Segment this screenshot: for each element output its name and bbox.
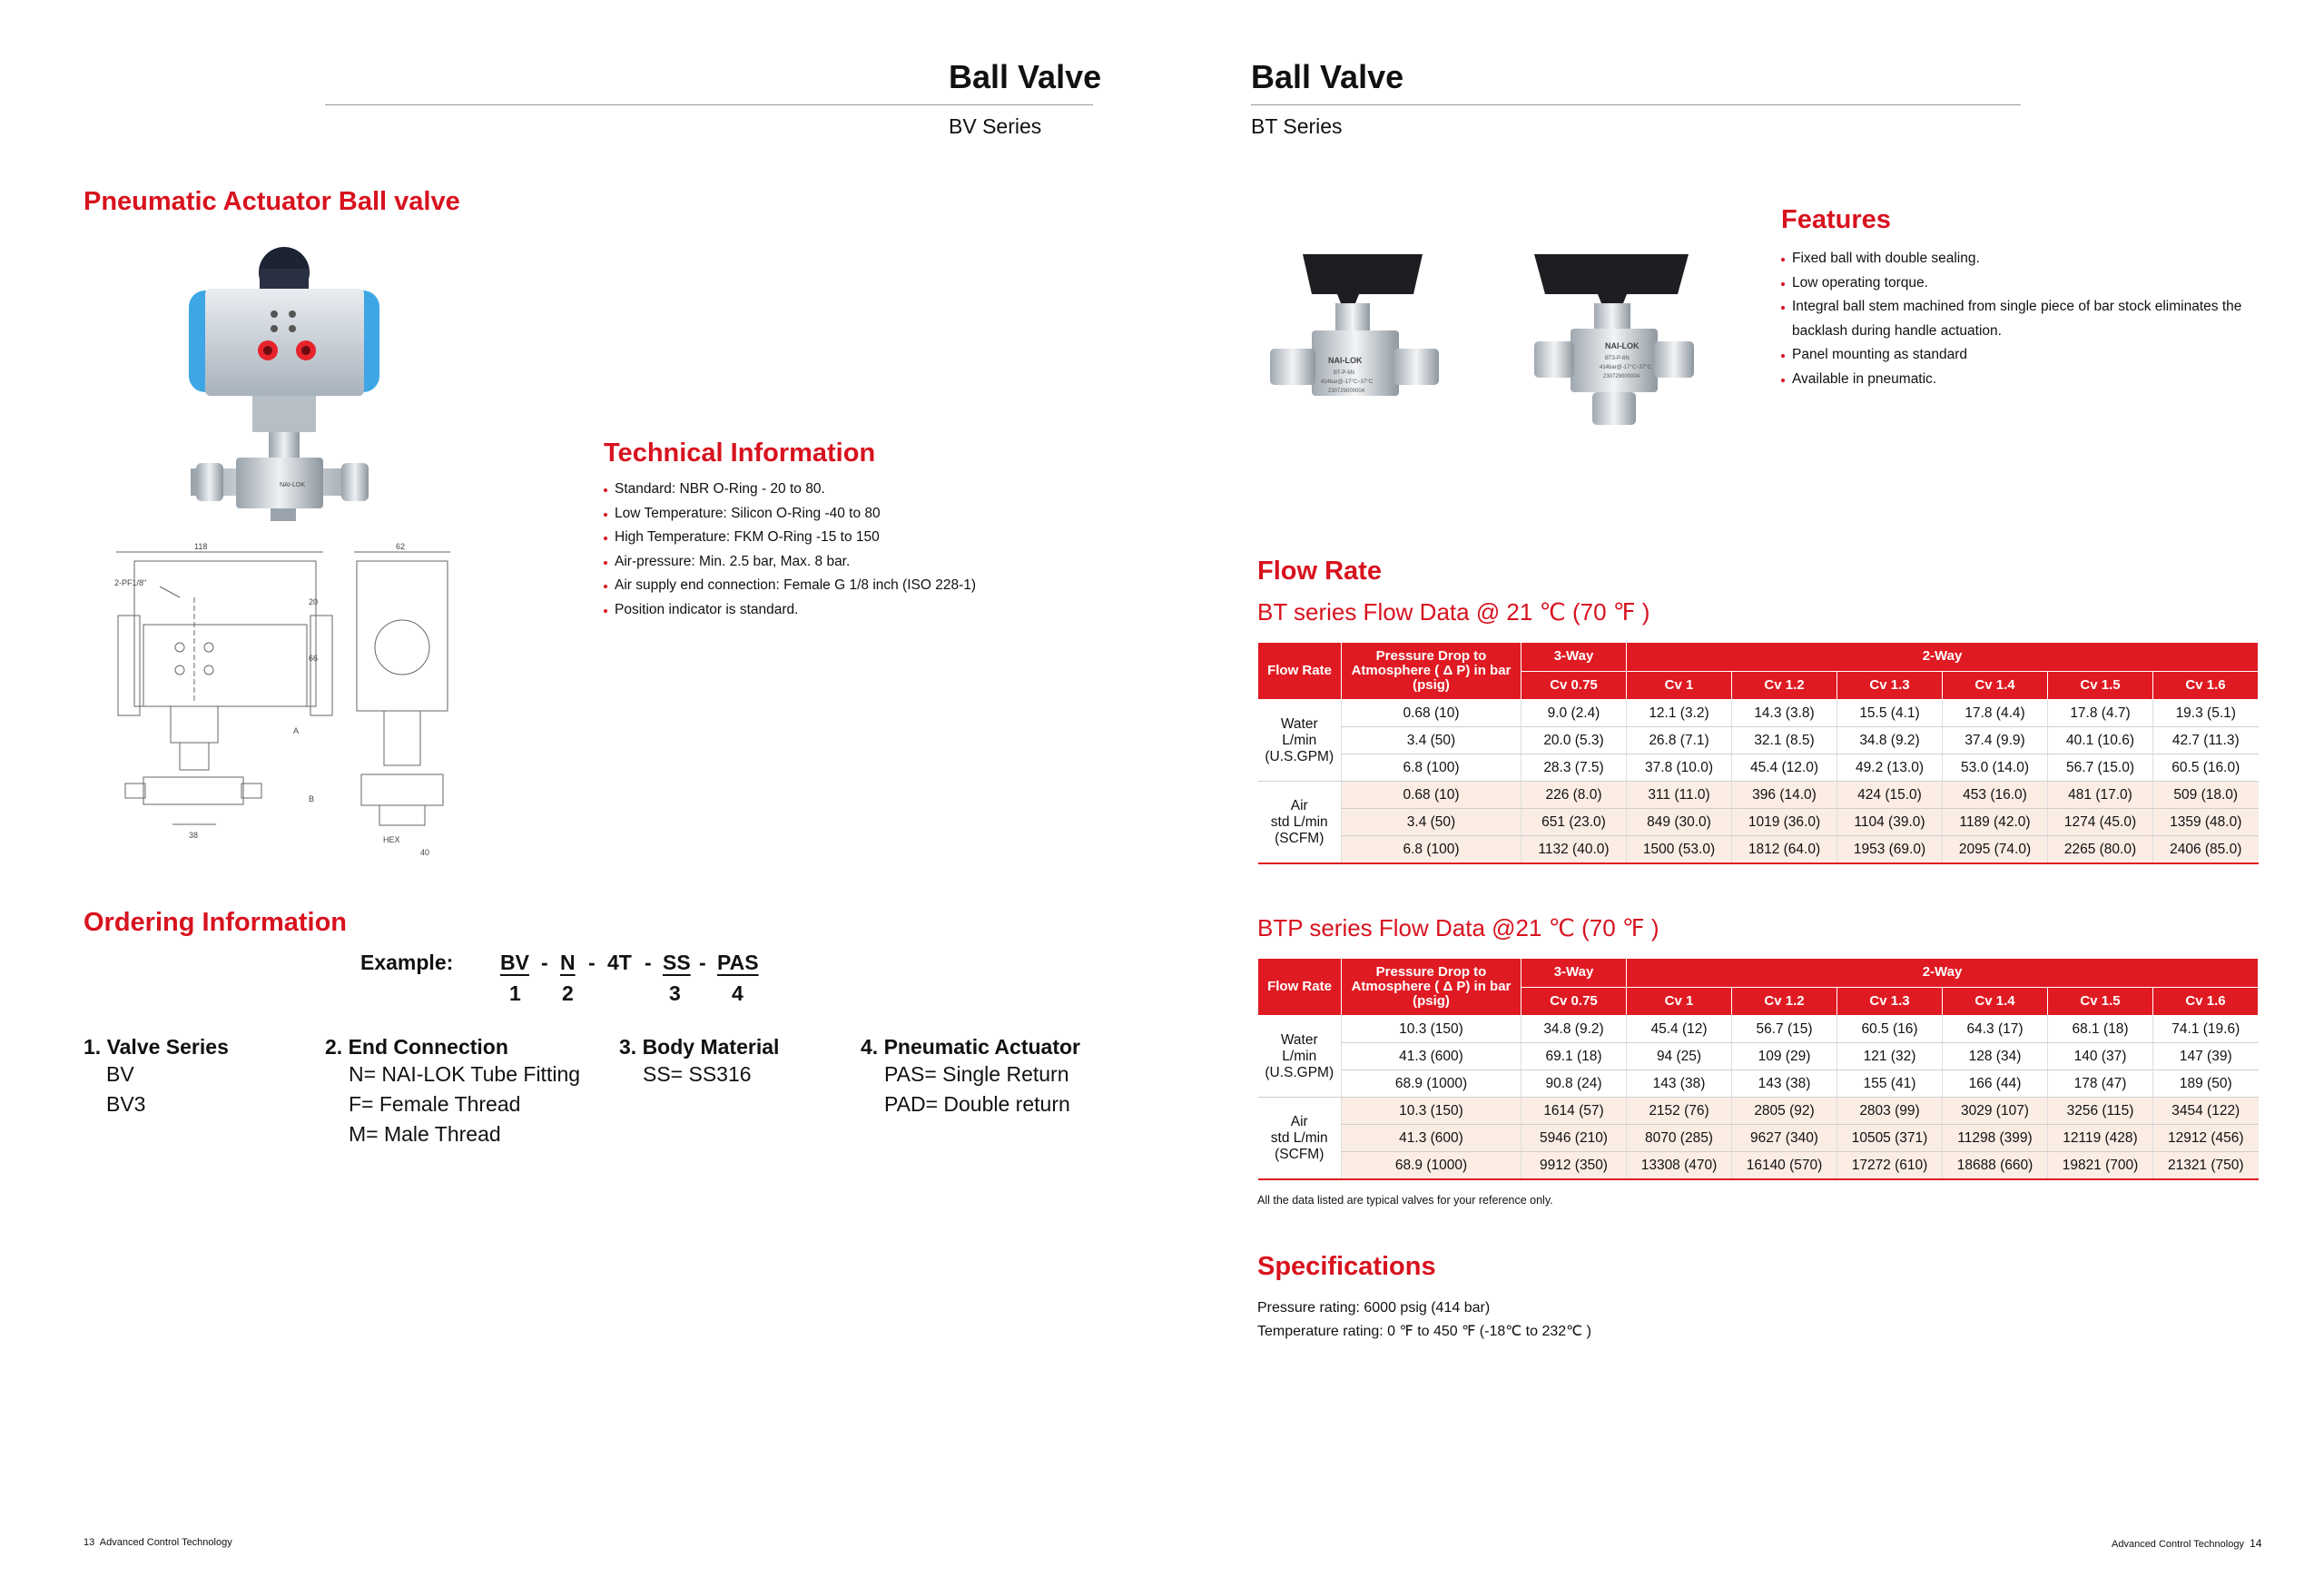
actuator-brand-mark: NAI-LOK (280, 482, 306, 488)
flow-value-cell: 147 (39) (2153, 1043, 2259, 1070)
order-item: BV3 (106, 1092, 146, 1116)
feature-item: Fixed ball with double sealing. (1781, 247, 2271, 271)
header-cv: Cv 1.2 (1732, 987, 1837, 1016)
header-three-way: 3-Way (1521, 959, 1627, 988)
pressure-cell: 6.8 (100) (1342, 836, 1521, 864)
flow-value-cell: 166 (44) (1943, 1070, 2048, 1098)
product-mark-line: BT-P-6N (1334, 370, 1355, 376)
header-cv: Cv 1 (1627, 987, 1732, 1016)
header-cv: Cv 0.75 (1521, 987, 1627, 1016)
flow-value-cell: 15.5 (4.1) (1837, 700, 1943, 727)
left-page-title: Ball Valve (949, 58, 1102, 95)
flow-value-cell: 14.3 (3.8) (1732, 700, 1837, 727)
flow-value-cell: 2805 (92) (1732, 1098, 1837, 1125)
flow-rate-title: Flow Rate (1257, 557, 1382, 586)
header-cv: Cv 1.6 (2153, 987, 2259, 1016)
flow-value-cell: 40.1 (10.6) (2048, 727, 2153, 754)
pressure-cell: 68.9 (1000) (1342, 1152, 1521, 1180)
code-number: 4 (732, 981, 743, 1005)
specifications-list (1257, 1296, 1591, 1344)
bt-two-way-valve-photo (1257, 247, 1448, 410)
flow-value-cell: 21321 (750) (2153, 1152, 2259, 1180)
technical-item: Standard: NBR O-Ring - 20 to 80. (604, 478, 1148, 502)
ordering-info-title: Ordering Information (84, 908, 347, 937)
table-row (1258, 782, 2259, 809)
features-title: Features (1781, 205, 1891, 234)
flow-value-cell: 2152 (76) (1627, 1098, 1732, 1125)
header-cv: Cv 1.5 (2048, 671, 2153, 700)
dim-b: B (309, 794, 315, 803)
table-row (1258, 1043, 2259, 1070)
order-col-body-material (619, 1035, 779, 1089)
feature-item: Panel mounting as standard (1781, 343, 2271, 368)
pressure-cell: 0.68 (10) (1342, 700, 1521, 727)
flow-value-cell: 17.8 (4.4) (1943, 700, 2048, 727)
specifications-title: Specifications (1257, 1252, 1436, 1281)
dim-62: 62 (396, 543, 406, 551)
left-header-rule (325, 104, 1093, 105)
dim-40: 40 (420, 848, 430, 856)
flow-value-cell: 1500 (53.0) (1627, 836, 1732, 864)
dim-a: A (293, 726, 300, 735)
flow-value-cell: 140 (37) (2048, 1043, 2153, 1070)
flow-value-cell: 13308 (470) (1627, 1152, 1732, 1180)
header-cv: Cv 1.3 (1837, 671, 1943, 700)
order-item: M= Male Thread (349, 1122, 501, 1146)
btp-flow-table-title: BTP series Flow Data @21 ℃ (70 ℉ ) (1257, 914, 1659, 941)
header-cv: Cv 1 (1627, 671, 1732, 700)
row-group-label: Air std L/min (SCFM) (1258, 782, 1342, 864)
table-row (1258, 1016, 2259, 1043)
flow-value-cell: 143 (38) (1732, 1070, 1837, 1098)
order-item: PAS= Single Return (884, 1062, 1069, 1086)
flow-value-cell: 1953 (69.0) (1837, 836, 1943, 864)
flow-value-cell: 9.0 (2.4) (1521, 700, 1627, 727)
flow-value-cell: 651 (23.0) (1521, 809, 1627, 836)
flow-value-cell: 3454 (122) (2153, 1098, 2259, 1125)
code-sep: - (699, 951, 706, 974)
flow-value-cell: 69.1 (18) (1521, 1043, 1627, 1070)
flow-value-cell: 424 (15.0) (1837, 782, 1943, 809)
code-number: 3 (669, 981, 681, 1005)
header-cv: Cv 1.3 (1837, 987, 1943, 1016)
product-mark-line: NAI-LOK (1328, 356, 1363, 365)
flow-value-cell: 94 (25) (1627, 1043, 1732, 1070)
flow-value-cell: 42.7 (11.3) (2153, 727, 2259, 754)
flow-value-cell: 1359 (48.0) (2153, 809, 2259, 836)
table-row (1258, 1070, 2259, 1098)
flow-value-cell: 849 (30.0) (1627, 809, 1732, 836)
flow-value-cell: 53.0 (14.0) (1943, 754, 2048, 782)
row-group-label: Water L/min (U.S.GPM) (1258, 700, 1342, 782)
flow-value-cell: 128 (34) (1943, 1043, 2048, 1070)
code-size: 4T (607, 951, 632, 974)
dim-66: 66 (309, 654, 319, 663)
header-cv: Cv 1.2 (1732, 671, 1837, 700)
header-cv: Cv 1.4 (1943, 987, 2048, 1016)
flow-value-cell: 453 (16.0) (1943, 782, 2048, 809)
flow-value-cell: 143 (38) (1627, 1070, 1732, 1098)
flow-value-cell: 1104 (39.0) (1837, 809, 1943, 836)
header-two-way: 2-Way (1627, 643, 2259, 672)
dim-port: 2-PF1/8" (114, 578, 147, 587)
right-footer (2112, 1537, 2261, 1550)
technical-info-list (604, 478, 1148, 622)
pressure-cell: 41.3 (600) (1342, 1043, 1521, 1070)
flow-value-cell: 17.8 (4.7) (2048, 700, 2153, 727)
page-number: 14 (2250, 1537, 2262, 1550)
flow-value-cell: 19.3 (5.1) (2153, 700, 2259, 727)
flow-value-cell: 2095 (74.0) (1943, 836, 2048, 864)
dim-118: 118 (194, 543, 208, 551)
flow-value-cell: 3029 (107) (1943, 1098, 2048, 1125)
flow-value-cell: 9912 (350) (1521, 1152, 1627, 1180)
header-flow-rate: Flow Rate (1258, 643, 1342, 700)
example-label: Example: (360, 951, 454, 974)
features-list (1781, 247, 2271, 391)
bt-three-way-valve-photo (1527, 247, 1699, 429)
feature-item: Low operating torque. (1781, 271, 2271, 296)
flow-value-cell: 509 (18.0) (2153, 782, 2259, 809)
flow-value-cell: 28.3 (7.5) (1521, 754, 1627, 782)
flow-value-cell: 8070 (285) (1627, 1125, 1732, 1152)
flow-value-cell: 12.1 (3.2) (1627, 700, 1732, 727)
header-pressure-drop: Pressure Drop to Atmosphere ( Δ P) in bar (psig) (1342, 959, 1521, 1016)
order-col-valve-series (84, 1035, 229, 1119)
flow-value-cell: 26.8 (7.1) (1627, 727, 1732, 754)
flow-value-cell: 45.4 (12) (1627, 1016, 1732, 1043)
order-col-head: 2. End Connection (325, 1035, 508, 1059)
section-title-pneumatic: Pneumatic Actuator Ball valve (84, 187, 460, 216)
flow-data-table (1257, 958, 2259, 1180)
data-note: All the data listed are typical valves for your reference only. (1257, 1194, 1553, 1207)
code-sep: - (588, 951, 596, 974)
page-number: 13 (84, 1537, 95, 1548)
header-flow-rate: Flow Rate (1258, 959, 1342, 1016)
order-item: F= Female Thread (349, 1092, 521, 1116)
row-group-label: Water L/min (U.S.GPM) (1258, 1016, 1342, 1098)
flow-value-cell: 90.8 (24) (1521, 1070, 1627, 1098)
product-mark-line: 230729000004 (1328, 389, 1365, 394)
flow-value-cell: 19821 (700) (2048, 1152, 2153, 1180)
flow-value-cell: 226 (8.0) (1521, 782, 1627, 809)
flow-value-cell: 56.7 (15) (1732, 1016, 1837, 1043)
table-row (1258, 1125, 2259, 1152)
flow-value-cell: 1812 (64.0) (1732, 836, 1837, 864)
flow-value-cell: 1274 (45.0) (2048, 809, 2153, 836)
code-number: 1 (509, 981, 521, 1005)
pressure-cell: 3.4 (50) (1342, 727, 1521, 754)
flow-value-cell: 189 (50) (2153, 1070, 2259, 1098)
table-row (1258, 836, 2259, 864)
flow-value-cell: 1189 (42.0) (1943, 809, 2048, 836)
order-item: SS= SS316 (643, 1062, 752, 1086)
pressure-cell: 41.3 (600) (1342, 1125, 1521, 1152)
flow-value-cell: 178 (47) (2048, 1070, 2153, 1098)
code-valve-series: BV (500, 951, 529, 974)
code-sep: - (541, 951, 548, 974)
technical-item: Air supply end connection: Female G 1/8 inch (ISO 228-1) (604, 574, 1148, 598)
flow-data-table (1257, 642, 2259, 864)
order-col-pneumatic-actuator (861, 1035, 1080, 1119)
flow-value-cell: 34.8 (9.2) (1837, 727, 1943, 754)
order-item: N= NAI-LOK Tube Fitting (349, 1062, 581, 1086)
code-actuator: PAS (717, 951, 759, 974)
right-header-rule (1251, 104, 2021, 105)
footer-company: Advanced Control Technology (99, 1537, 232, 1548)
spec-item: Temperature rating: 0 ℉ to 450 ℉ (-18℃ to 232℃ ) (1257, 1324, 1591, 1339)
flow-value-cell: 5946 (210) (1521, 1125, 1627, 1152)
bt-flow-table-title: BT series Flow Data @ 21 ℃ (70 ℉ ) (1257, 598, 1650, 626)
header-cv: Cv 1.6 (2153, 671, 2259, 700)
dim-38: 38 (189, 831, 199, 840)
product-mark-line: 414bar@-17°C~37°C (1321, 379, 1374, 385)
order-col-end-connection (325, 1035, 580, 1149)
table-row (1258, 1152, 2259, 1180)
order-col-head: 1. Valve Series (84, 1035, 229, 1059)
flow-value-cell: 45.4 (12.0) (1732, 754, 1837, 782)
flow-value-cell: 10505 (371) (1837, 1125, 1943, 1152)
pressure-cell: 0.68 (10) (1342, 782, 1521, 809)
header-cv: Cv 0.75 (1521, 671, 1627, 700)
product-mark-line: NAI-LOK (1605, 341, 1640, 350)
flow-value-cell: 49.2 (13.0) (1837, 754, 1943, 782)
flow-value-cell: 32.1 (8.5) (1732, 727, 1837, 754)
technical-info-title: Technical Information (604, 439, 876, 468)
flow-value-cell: 56.7 (15.0) (2048, 754, 2153, 782)
right-series-label: BT Series (1251, 114, 1343, 138)
product-mark-line: 414bar@-17°C~37°C (1600, 365, 1652, 370)
flow-value-cell: 1132 (40.0) (1521, 836, 1627, 864)
flow-value-cell: 74.1 (19.6) (2153, 1016, 2259, 1043)
flow-value-cell: 12119 (428) (2048, 1125, 2153, 1152)
pressure-cell: 6.8 (100) (1342, 754, 1521, 782)
flow-value-cell: 68.1 (18) (2048, 1016, 2153, 1043)
flow-value-cell: 37.4 (9.9) (1943, 727, 2048, 754)
flow-value-cell: 64.3 (17) (1943, 1016, 2048, 1043)
technical-item: Position indicator is standard. (604, 598, 1148, 623)
footer-company: Advanced Control Technology (2112, 1539, 2244, 1550)
bt-flow-table-wrap (1257, 642, 2259, 864)
header-two-way: 2-Way (1627, 959, 2259, 988)
code-body-material: SS (663, 951, 691, 974)
actuator-ball-valve-photo (182, 243, 390, 525)
table-row (1258, 1098, 2259, 1125)
order-item: BV (106, 1062, 134, 1086)
flow-value-cell: 396 (14.0) (1732, 782, 1837, 809)
technical-item: Air-pressure: Min. 2.5 bar, Max. 8 bar. (604, 550, 1148, 575)
header-cv: Cv 1.5 (2048, 987, 2153, 1016)
dim-hex: HEX (383, 835, 400, 844)
flow-value-cell: 1614 (57) (1521, 1098, 1627, 1125)
right-page-title: Ball Valve (1251, 58, 1404, 95)
flow-value-cell: 11298 (399) (1943, 1125, 2048, 1152)
flow-value-cell: 34.8 (9.2) (1521, 1016, 1627, 1043)
flow-value-cell: 20.0 (5.3) (1521, 727, 1627, 754)
table-row (1258, 754, 2259, 782)
flow-value-cell: 17272 (610) (1837, 1152, 1943, 1180)
flow-value-cell: 109 (29) (1732, 1043, 1837, 1070)
flow-value-cell: 311 (11.0) (1627, 782, 1732, 809)
pressure-cell: 10.3 (150) (1342, 1098, 1521, 1125)
flow-value-cell: 18688 (660) (1943, 1152, 2048, 1180)
order-col-head: 3. Body Material (619, 1035, 780, 1059)
dim-20: 20 (309, 597, 319, 606)
table-row (1258, 700, 2259, 727)
left-series-label: BV Series (949, 114, 1042, 138)
code-end-connection: N (560, 951, 576, 974)
table-row (1258, 727, 2259, 754)
technical-item: High Temperature: FKM O-Ring -15 to 150 (604, 526, 1148, 550)
pressure-cell: 68.9 (1000) (1342, 1070, 1521, 1098)
row-group-label: Air std L/min (SCFM) (1258, 1098, 1342, 1180)
pressure-cell: 10.3 (150) (1342, 1016, 1521, 1043)
flow-value-cell: 3256 (115) (2048, 1098, 2153, 1125)
flow-value-cell: 481 (17.0) (2048, 782, 2153, 809)
flow-value-cell: 60.5 (16) (1837, 1016, 1943, 1043)
feature-item: Available in pneumatic. (1781, 368, 2271, 392)
technical-item: Low Temperature: Silicon O-Ring -40 to 80 (604, 502, 1148, 527)
header-three-way: 3-Way (1521, 643, 1627, 672)
flow-value-cell: 9627 (340) (1732, 1125, 1837, 1152)
pressure-cell: 3.4 (50) (1342, 809, 1521, 836)
product-mark-line: BT3-P-6N (1605, 356, 1630, 361)
order-item: PAD= Double return (884, 1092, 1070, 1116)
product-mark-line: 230729000004 (1603, 374, 1640, 379)
flow-value-cell: 121 (32) (1837, 1043, 1943, 1070)
code-sep: - (645, 951, 652, 974)
table-row (1258, 809, 2259, 836)
flow-value-cell: 12912 (456) (2153, 1125, 2259, 1152)
header-cv: Cv 1.4 (1943, 671, 2048, 700)
left-footer (84, 1537, 232, 1548)
code-number: 2 (562, 981, 574, 1005)
flow-value-cell: 155 (41) (1837, 1070, 1943, 1098)
flow-value-cell: 37.8 (10.0) (1627, 754, 1732, 782)
flow-value-cell: 2803 (99) (1837, 1098, 1943, 1125)
spec-item: Pressure rating: 6000 psig (414 bar) (1257, 1300, 1491, 1316)
feature-item: Integral ball stem machined from single piece of bar stock eliminates the backlash during handle actuation. (1781, 295, 2271, 343)
flow-value-cell: 16140 (570) (1732, 1152, 1837, 1180)
flow-value-cell: 2265 (80.0) (2048, 836, 2153, 864)
flow-value-cell: 1019 (36.0) (1732, 809, 1837, 836)
header-pressure-drop: Pressure Drop to Atmosphere ( Δ P) in bar (psig) (1342, 643, 1521, 700)
btp-flow-table-wrap (1257, 958, 2259, 1180)
flow-value-cell: 2406 (85.0) (2153, 836, 2259, 864)
flow-value-cell: 60.5 (16.0) (2153, 754, 2259, 782)
order-col-head: 4. Pneumatic Actuator (861, 1035, 1080, 1059)
technical-drawing (107, 543, 461, 856)
